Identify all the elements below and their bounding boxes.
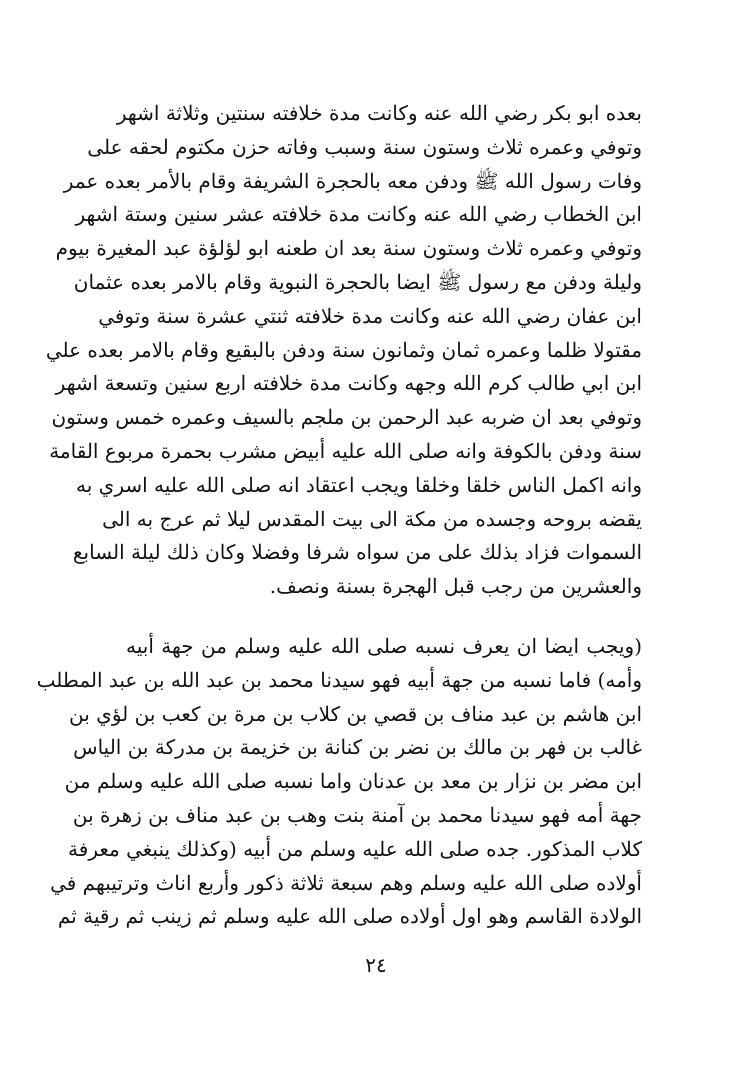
text-line: السموات فزاد بذلك على من سواه شرفا وفضلا وكان ذلك ليلة السابع [72, 540, 642, 565]
text-line: وأمه) فاما نسبه من جهة أبيه فهو سيدنا محمد بن عبد الله بن عبد المطلب [36, 667, 642, 692]
text-line: ابن الخطاب رضي الله عنه وكانت مدة خلافته عشر سنين وستة اشهر [75, 202, 642, 227]
text-line: بعده ابو بكر رضي الله عنه وكانت مدة خلافته سنتين وثلاثة اشهر [116, 101, 642, 125]
text-line: وتوفي وعمره ثلاث وستون سنة بعد ان طعنه ابو لؤلؤة عبد المغيرة بيوم [55, 236, 642, 261]
text-line: كلاب المذكور. جده صلى الله عليه وسلم من أبيه (وكذلك ينبغي معرفة [68, 836, 642, 861]
text-line: وفات رسول الله ﷺ ودفن معه بالحجرة الشريفة وقام بالأمر بعده عمر [63, 168, 642, 193]
text-line: الولادة القاسم وهو اول أولاده صلى الله عليه وسلم ثم زينب ثم رقية ثم [57, 904, 642, 929]
text-line: ابن عفان رضي الله عنه وكانت مدة خلافته ثنتي عشرة سنة وتوفي [98, 303, 642, 328]
text-line: غالب بن فهر بن مالك بن نضر بن كنانة بن خزيمة بن مدركة بن الياس [73, 735, 642, 760]
text-line: وليلة ودفن مع رسول ﷺ ايضا بالحجرة النبوية وقام بالامر بعده عثمان [73, 269, 642, 294]
text-line: (ويجب ايضا ان يعرف نسبه صلى الله عليه وسلم من جهة أبيه [126, 634, 642, 658]
text-line: جهة أمه فهو سيدنا محمد بن آمنة بنت وهب بن عبد مناف بن زهرة بن [72, 802, 642, 827]
text-line: ابن مضر بن نزار بن معد بن عدنان واما نسبه صلى الله عليه وسلم من [64, 769, 642, 794]
page-number: ٢٤ [365, 953, 387, 977]
text-line: أولاده صلى الله عليه وسلم وهم سبعة ثلاثة ذكور وأربع اناث وترتيبهم في [50, 870, 642, 895]
paragraph-lineage [36, 630, 642, 934]
text-line: ابن هاشم بن عبد مناف بن قصي بن كلاب بن مرة بن كعب بن لؤي بن [69, 701, 642, 726]
text-line: ابن ابي طالب كرم الله وجهه وكانت مدة خلافته اربع سنين وتسعة اشهر [55, 371, 642, 396]
text-line: وانه اكمل الناس خلقا وخلقا ويجب اعتقاد انه صلى الله عليه اسري به [76, 472, 642, 497]
text-line: يقضه بروحه وجسده من مكة الى بيت المقدس ليلا ثم عرج به الى [102, 506, 642, 531]
text-line: وتوفي بعد ان ضربه عبد الرحمن بن ملجم بالسيف وعمره خمس وستون [51, 405, 642, 430]
text-line: وتوفي وعمره ثلاث وستون سنة وسبب وفاته حزن مكتوم لحقه على [87, 134, 642, 159]
text-line: مقتولا ظلما وعمره ثمان وثمانون سنة ودفن بالبقيع وقام بالامر بعده علي [45, 337, 642, 362]
text-line: سنة ودفن بالكوفة وانه صلى الله عليه أبيض مشرب بحمرة مربوع القامة [49, 438, 642, 463]
paragraph-caliphs [45, 97, 642, 604]
text-line: والعشرين من رجب قبل الهجرة بسنة ونصف. [269, 574, 642, 599]
